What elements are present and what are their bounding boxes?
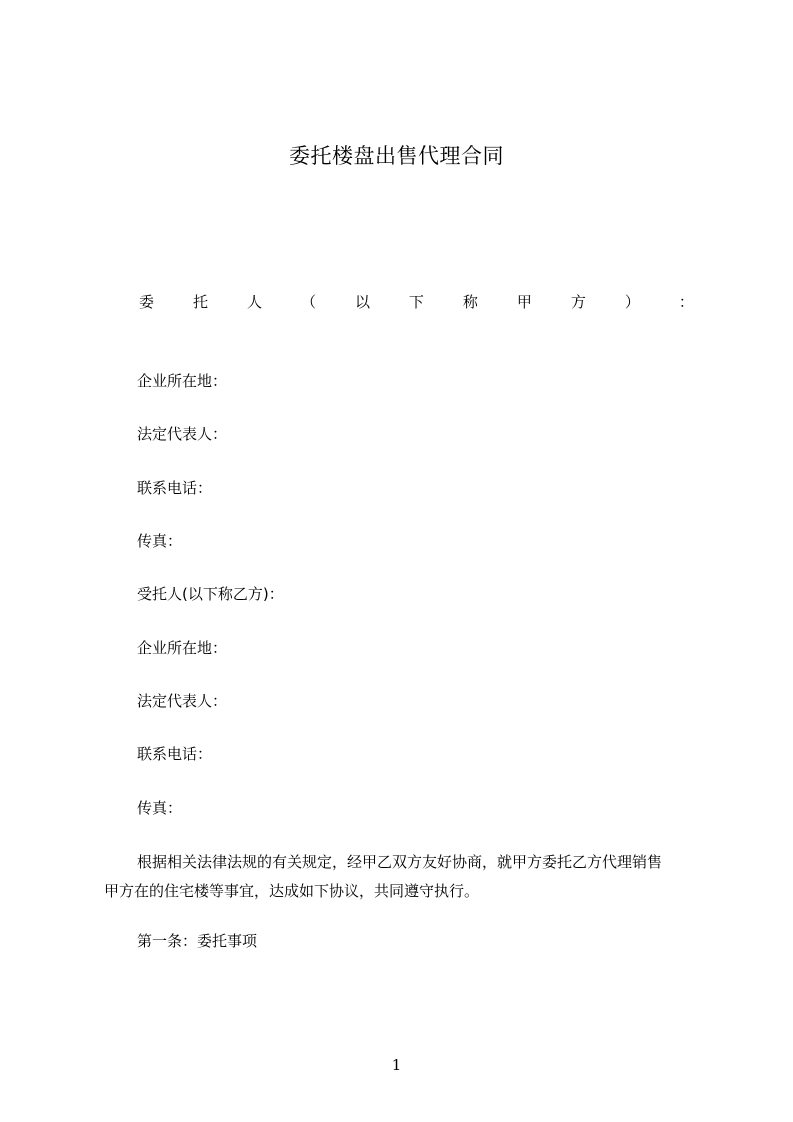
preamble-line-2: 甲方在的住宅楼等事宜，达成如下协议，共同遵守执行。 xyxy=(104,882,480,900)
party-b-address-label: 企业所在地： xyxy=(137,639,228,657)
party-b-legal-rep-label: 法定代表人： xyxy=(137,692,228,710)
preamble-line-1: 根据相关法律法规的有关规定，经甲乙双方友好协商，就甲方委托乙方代理销售 xyxy=(137,853,663,871)
party-a-address-label: 企业所在地： xyxy=(137,372,228,390)
contract-title: 委托楼盘出售代理合同 xyxy=(289,144,504,168)
principal-heading-char: 甲 xyxy=(516,292,532,311)
party-a-phone-label: 联系电话： xyxy=(137,479,213,497)
principal-heading-char: 托 xyxy=(192,292,208,311)
party-b-fax-label: 传真： xyxy=(137,799,183,817)
principal-heading-char: ） xyxy=(624,292,640,311)
principal-heading-char: 下 xyxy=(408,292,424,311)
article-1-heading: 第一条：委托事项 xyxy=(137,932,258,950)
principal-heading-char: （ xyxy=(300,292,316,311)
principal-heading-char: 以 xyxy=(354,292,370,311)
party-a-legal-rep-label: 法定代表人： xyxy=(137,425,228,443)
agent-heading: 受托人(以下称乙方)： xyxy=(137,585,284,603)
principal-heading-char: ： xyxy=(678,292,694,311)
page-number: 1 xyxy=(391,1056,402,1074)
party-b-phone-label: 联系电话： xyxy=(137,745,213,763)
preamble-paragraph xyxy=(104,848,704,906)
party-a-fax-label: 传真： xyxy=(137,532,183,550)
principal-heading-char: 人 xyxy=(246,292,262,311)
principal-heading-char: 称 xyxy=(462,292,478,311)
principal-heading-char: 委 xyxy=(139,292,155,311)
principal-heading xyxy=(139,290,694,312)
principal-heading-char: 方 xyxy=(570,292,586,311)
